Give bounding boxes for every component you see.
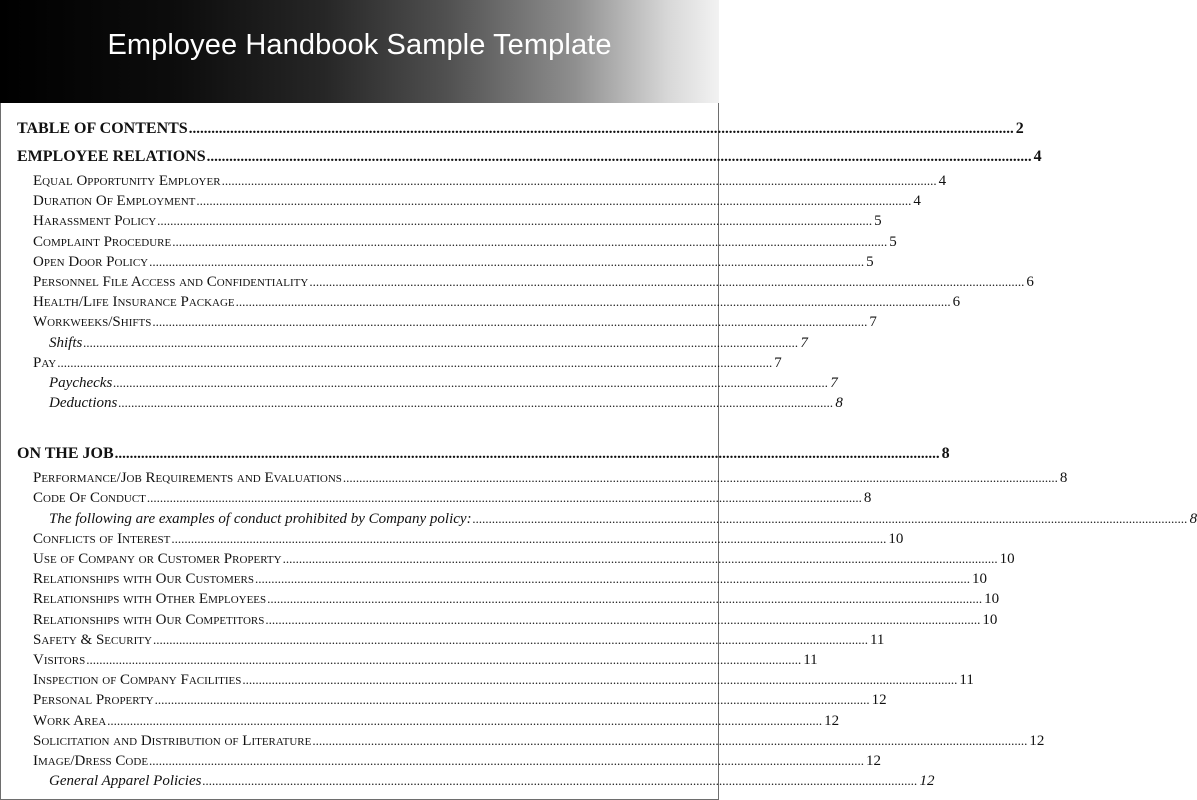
toc-entry[interactable] bbox=[17, 751, 882, 771]
toc-entry[interactable] bbox=[17, 610, 998, 630]
dot-leader: ............................................................................................................................................................................................................................ bbox=[83, 334, 799, 350]
toc-entry-page-number: 10 bbox=[984, 591, 1000, 608]
toc-entry-label: Health/Life Insurance Package bbox=[33, 294, 235, 311]
dot-leader: ............................................................................................................................................................................................................................ bbox=[265, 611, 981, 627]
toc-entry[interactable] bbox=[17, 569, 987, 589]
toc-entry-page-number: 8 bbox=[863, 490, 872, 507]
dot-leader: ............................................................................................................................................................................................................................ bbox=[235, 294, 951, 310]
toc-entry-label: Personal Property bbox=[33, 692, 154, 709]
toc-entry-page-number: 4 bbox=[938, 173, 947, 189]
toc-entry-page-number: 10 bbox=[982, 611, 998, 628]
toc-entry[interactable] bbox=[17, 488, 872, 508]
dot-leader: ............................................................................................................................................................................................................................ bbox=[107, 712, 823, 728]
dot-leader: ............................................................................................................................................................................................................................ bbox=[146, 490, 862, 506]
toc-entry[interactable] bbox=[17, 509, 1197, 529]
toc-entry-page-number: 6 bbox=[952, 294, 961, 311]
toc-entry-page-number: 12 bbox=[824, 712, 840, 729]
toc-entry-page-number: 10 bbox=[888, 530, 904, 547]
toc-entry[interactable] bbox=[17, 690, 887, 710]
toc-entry-page-number: 12 bbox=[1029, 732, 1045, 749]
dot-leader: ............................................................................................................................................................................................................................ bbox=[149, 253, 865, 269]
toc-entry-page-number: 2 bbox=[1015, 120, 1024, 137]
toc-entry-page-number: 10 bbox=[971, 571, 987, 588]
toc-entry[interactable] bbox=[17, 252, 874, 272]
toc-entry[interactable] bbox=[17, 771, 935, 791]
dot-leader: ............................................................................................................................................................................................................................ bbox=[282, 551, 998, 566]
toc-entry-page-number: 5 bbox=[889, 233, 897, 250]
table-of-contents bbox=[17, 115, 1197, 791]
toc-entry-label: General Apparel Policies bbox=[49, 773, 202, 790]
toc-entry-label: Relationships with Our Competitors bbox=[33, 611, 265, 628]
toc-entry-label: Image/Dress Code bbox=[33, 752, 149, 769]
toc-entry-label: Workweeks/Shifts bbox=[33, 314, 152, 331]
toc-on-the-job-heading bbox=[17, 440, 950, 468]
toc-entry-label: Equal Opportunity Employer bbox=[33, 173, 221, 189]
dot-leader: ............................................................................................................................................................................................................................ bbox=[114, 446, 940, 463]
dot-leader: ............................................................................................................................................................................................................................ bbox=[171, 530, 887, 546]
toc-entry-label: Shifts bbox=[49, 334, 83, 351]
toc-entry-page-number: 11 bbox=[869, 631, 885, 648]
toc-entry-page-number: 10 bbox=[999, 551, 1015, 567]
toc-entry-page-number: 7 bbox=[774, 354, 782, 371]
toc-entry-page-number: 6 bbox=[1026, 273, 1034, 290]
toc-entry-label: Duration Of Employment bbox=[33, 193, 196, 210]
dot-leader: ............................................................................................................................................................................................................................ bbox=[202, 773, 918, 789]
dot-leader: ............................................................................................................................................................................................................................ bbox=[86, 651, 802, 667]
toc-entry-label: ON THE JOB bbox=[17, 445, 114, 463]
toc-entry[interactable] bbox=[17, 272, 1034, 292]
toc-entry-label: Deductions bbox=[49, 395, 118, 412]
toc-entry-label: Inspection of Company Facilities bbox=[33, 672, 242, 689]
toc-entry-page-number: 12 bbox=[919, 773, 935, 790]
toc-entry[interactable] bbox=[17, 650, 818, 670]
dot-leader: ............................................................................................................................................................................................................................ bbox=[149, 752, 865, 768]
dot-leader: ............................................................................................................................................................................................................................ bbox=[472, 510, 1188, 526]
toc-entry-page-number: 12 bbox=[866, 752, 882, 769]
dot-leader: ............................................................................................................................................................................................................................ bbox=[118, 395, 834, 411]
toc-entry-page-number: 11 bbox=[803, 651, 818, 668]
banner-title: Employee Handbook Sample Template bbox=[107, 29, 612, 61]
toc-top-section bbox=[17, 115, 1042, 171]
toc-employee-relations-section bbox=[17, 171, 1034, 413]
toc-entry-label: Complaint Procedure bbox=[33, 233, 172, 250]
toc-entry-page-number: 7 bbox=[869, 314, 877, 331]
dot-leader: ............................................................................................................................................................................................................................ bbox=[221, 173, 937, 188]
toc-entry[interactable] bbox=[17, 393, 843, 413]
toc-entry-label: Open Door Policy bbox=[33, 253, 149, 270]
dot-leader: ............................................................................................................................................................................................................................ bbox=[113, 374, 829, 390]
dot-leader: ............................................................................................................................................................................................................................ bbox=[254, 571, 970, 587]
toc-entry-label: EMPLOYEE RELATIONS bbox=[17, 148, 206, 165]
toc-entry-page-number: 8 bbox=[1189, 510, 1197, 527]
toc-entry-page-number: 5 bbox=[874, 213, 882, 230]
toc-entry-page-number: 5 bbox=[866, 253, 874, 270]
toc-entry-label: Code Of Conduct bbox=[33, 490, 146, 507]
toc-entry[interactable] bbox=[17, 333, 808, 353]
dot-leader: ............................................................................................................................................................................................................................ bbox=[196, 193, 912, 209]
dot-leader: ............................................................................................................................................................................................................................ bbox=[267, 591, 983, 607]
toc-entry-label: Visitors bbox=[33, 651, 86, 668]
toc-entry[interactable] bbox=[17, 549, 1015, 569]
toc-on-the-job-section bbox=[17, 468, 1197, 791]
toc-entry[interactable] bbox=[17, 670, 974, 690]
toc-entry-page-number: 4 bbox=[1033, 148, 1042, 165]
toc-entry-page-number: 8 bbox=[1059, 470, 1068, 487]
toc-entry[interactable] bbox=[17, 191, 921, 211]
title-banner bbox=[0, 0, 719, 103]
toc-entry-page-number: 4 bbox=[913, 193, 921, 210]
dot-leader: ............................................................................................................................................................................................................................ bbox=[152, 631, 868, 647]
toc-entry-label: Relationships with Our Customers bbox=[33, 571, 254, 588]
toc-entry[interactable] bbox=[17, 143, 1042, 171]
toc-entry-page-number: 8 bbox=[835, 395, 843, 412]
toc-entry[interactable] bbox=[17, 373, 838, 393]
dot-leader: ............................................................................................................................................................................................................................ bbox=[57, 354, 773, 370]
toc-entry[interactable] bbox=[17, 171, 947, 191]
toc-entry-label: The following are examples of conduct prohibited by Company policy: bbox=[49, 510, 472, 527]
dot-leader: ............................................................................................................................................................................................................................ bbox=[242, 672, 958, 688]
toc-entry-label: TABLE OF CONTENTS bbox=[17, 120, 188, 137]
toc-entry[interactable] bbox=[17, 232, 897, 252]
toc-entry[interactable] bbox=[17, 440, 950, 468]
toc-entry[interactable] bbox=[17, 630, 885, 650]
dot-leader: ............................................................................................................................................................................................................................ bbox=[188, 121, 1014, 137]
toc-entry[interactable] bbox=[17, 353, 782, 373]
toc-entry[interactable] bbox=[17, 211, 882, 231]
toc-entry-label: Solicitation and Distribution of Literature bbox=[33, 732, 312, 749]
toc-entry[interactable] bbox=[17, 292, 961, 312]
toc-entry[interactable] bbox=[17, 529, 904, 549]
toc-entry[interactable] bbox=[17, 115, 1024, 143]
toc-entry[interactable] bbox=[17, 468, 1068, 488]
toc-entry[interactable] bbox=[17, 312, 877, 332]
toc-entry[interactable] bbox=[17, 731, 1045, 751]
toc-entry-label: Use of Company or Customer Property bbox=[33, 551, 282, 567]
toc-entry-label: Personnel File Access and Confidentiality bbox=[33, 273, 309, 290]
dot-leader: ............................................................................................................................................................................................................................ bbox=[152, 314, 868, 330]
toc-entry[interactable] bbox=[17, 589, 1000, 609]
toc-entry-label: Pay bbox=[33, 354, 57, 371]
dot-leader: ............................................................................................................................................................................................................................ bbox=[172, 233, 888, 249]
toc-entry-page-number: 11 bbox=[959, 672, 974, 689]
toc-entry-label: Safety & Security bbox=[33, 631, 152, 648]
dot-leader: ............................................................................................................................................................................................................................ bbox=[157, 213, 873, 229]
toc-entry-page-number: 7 bbox=[830, 374, 838, 391]
toc-entry-page-number: 12 bbox=[871, 692, 887, 709]
toc-entry-page-number: 7 bbox=[800, 334, 808, 351]
toc-entry-label: Work Area bbox=[33, 712, 107, 729]
toc-entry-label: Relationships with Other Employees bbox=[33, 591, 267, 608]
dot-leader: ............................................................................................................................................................................................................................ bbox=[206, 149, 1032, 165]
toc-entry-label: Performance/Job Requirements and Evaluations bbox=[33, 470, 342, 487]
toc-entry-page-number: 8 bbox=[941, 445, 950, 463]
dot-leader: ............................................................................................................................................................................................................................ bbox=[342, 470, 1058, 486]
toc-entry-label: Paychecks bbox=[49, 374, 113, 391]
dot-leader: ............................................................................................................................................................................................................................ bbox=[154, 692, 870, 708]
toc-entry[interactable] bbox=[17, 711, 840, 731]
dot-leader: ............................................................................................................................................................................................................................ bbox=[312, 732, 1028, 748]
section-gap bbox=[17, 413, 701, 440]
toc-entry-label: Harassment Policy bbox=[33, 213, 157, 230]
dot-leader: ............................................................................................................................................................................................................................ bbox=[309, 273, 1025, 289]
toc-entry-label: Conflicts of Interest bbox=[33, 530, 171, 547]
